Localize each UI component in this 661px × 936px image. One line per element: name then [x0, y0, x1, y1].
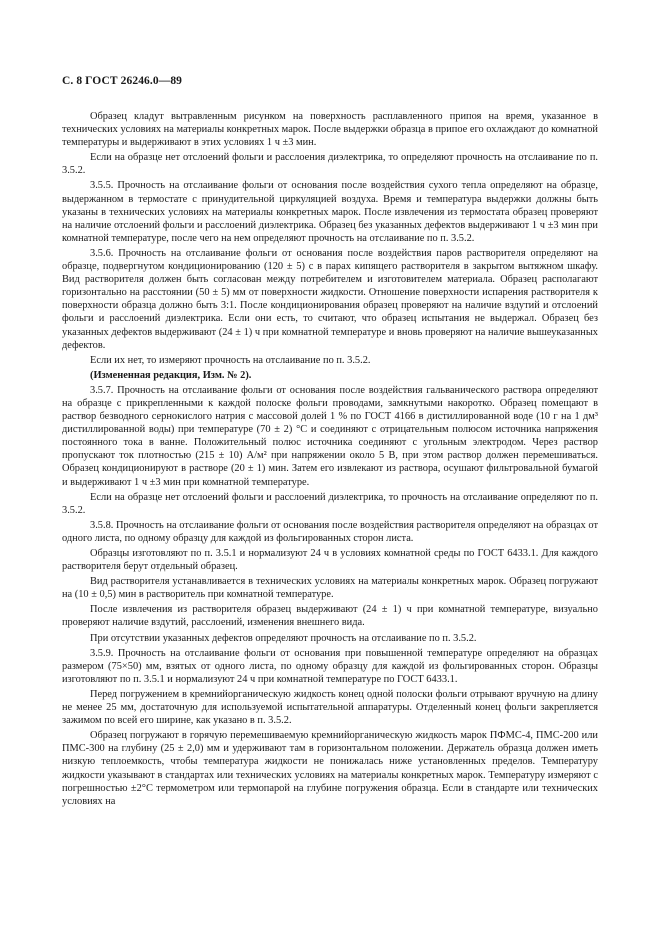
document-body [62, 110, 598, 808]
paragraph: При отсутствии указанных дефектов определяют прочность на отслаивание по п. 3.5.2. [90, 632, 477, 644]
paragraph: Перед погружением в кремнийорганическую жидкость конец одной полоски фольги отрывают вручную на длину не менее 25 мм, достаточную для используемой испытательной аппаратуры. Отделенный конец фольги закрепляется зажимом по всей его ширине, как указано в п. 3.5.2. [62, 688, 598, 727]
paragraph: 3.5.5. Прочность на отслаивание фольги от основания после воздействия сухого тепла определяют на образце, выдержанном в термостате с принудительной циркуляцией воздуха. Время и температура выдержки должны быть указаны в технических условиях на материалы конкретных марок. После извлечения из термостата образец проверяют на наличие отслоений фольги и расслоений диэлектрика. Образец без указанных дефектов выдерживают 1 ч ±3 мин при комнатной температуре, после чего на нем определяют прочность на отслаивание по п. 3.5.2. [62, 180, 598, 244]
paragraph: 3.5.7. Прочность на отслаивание фольги от основания после воздействия гальванического раствора определяют на образце с прикрепленными к каждой полоске фольги проводами, замкнутыми накоротко. Образец помещают в раствор безводного сернокислого натрия с массовой долей 1 % по ГОСТ 4166 в дистиллированной воде (10 г на 1 дм³ дистиллированной воды) при температуре (70 ± 2) °С и соединяют с отрицательным полюсом источника напряжения постоянного тока в ванне. Положительный полюс источника соединяют с угольным электродом. Через раствор пропускают ток плотностью (215 ± 10) А/м² при напряжении около 5 В, при этом раствор должен перемешиваться. Образец кондиционируют в растворе (20 ± 1) мин. Затем его извлекают из раствора, осушают фильтровальной бумагой и выдерживают 1 ч ±3 мин при комнатной температуре. [62, 384, 598, 488]
page-header: С. 8 ГОСТ 26246.0—89 [62, 75, 183, 87]
paragraph: 3.5.6. Прочность на отслаивание фольги от основания после воздействия паров растворителя определяют на образце, подвергнутом кондиционированию (120 ± 5) с в парах кипящего растворителя в закрытом вытяжном шкафу. Вид растворителя должен быть согласован между потребителем и изготовителем материала. Образец располагают горизонтально на расстоянии (50 ± 5) мм от поверхности жидкости. Отношение поверхности испарения растворителя к поверхности образца должно быть 3:1. После кондиционирования образец проверяют на наличие вздутий и отслоений фольги и расслоений диэлектрика. Если они есть, то считают, что образец испытания не выдержал. Образец без указанных дефектов выдерживают (24 ± 1) ч при комнатной температуре и вновь проверяют на наличие вышеуказанных дефектов. [62, 247, 598, 351]
paragraph: Если на образце нет отслоений фольги и расслоения диэлектрика, то определяют прочность на отслаивание по п. 3.5.2. [62, 152, 598, 177]
paragraph: 3.5.8. Прочность на отслаивание фольги от основания после воздействия растворителя определяют на образцах от одного листа, по одному образцу для каждой из фольгированных сторон листа. [62, 519, 598, 544]
paragraph: 3.5.9. Прочность на отслаивание фольги от основания при повышенной температуре определяют на образцах размером (75×50) мм, взятых от одного листа, по одному образцу для каждой из фольгированных сторон. Образцы изготовляют по п. 3.5.1 и нормализуют 24 ч при комнатной температуре по ГОСТ 6433.1. [62, 647, 598, 685]
amendment-note: (Измененная редакция, Изм. № 2). [90, 369, 252, 381]
paragraph: Вид растворителя устанавливается в технических условиях на материалы конкретных марок. Образец погружают на (10 ± 0,5) мин в растворитель при комнатной температуре. [62, 576, 598, 601]
paragraph: Образец кладут вытравленным рисунком на поверхность расплавленного припоя на время, указанное в технических условиях на материалы конкретных марок. После выдержки образца в припое его охлаждают до комнатной температуры и выдерживают в этих условиях 1 ч ±3 мин. [62, 111, 598, 149]
paragraph: Если их нет, то измеряют прочность на отслаивание по п. 3.5.2. [90, 354, 371, 366]
paragraph: Образцы изготовляют по п. 3.5.1 и нормализуют 24 ч в условиях комнатной среды по ГОСТ 6433.1. Для каждого растворителя берут отдельный образец. [62, 548, 598, 573]
paragraph: Образец погружают в горячую перемешиваемую кремнийорганическую жидкость марок ПФМС-4, ПМС-200 или ПМС-300 на глубину (25 ± 2,0) мм и удерживают там в горизонтальном положении. Держатель образца должен иметь низкую теплоемкость, чтобы температура жидкости не понижалась ниже установленных пределов. Температуру жидкости указывают в стандартах или технических условиях на материалы конкретных марок. Температуру измеряют с погрешностью ±2°С термометром или термопарой на глубине погружения образца. Если в стандарте или технических условиях на [62, 730, 598, 807]
paragraph: Если на образце нет отслоений фольги и расслоений диэлектрика, то прочность на отслаивание определяют по п. 3.5.2. [62, 491, 598, 516]
paragraph: После извлечения из растворителя образец выдерживают (24 ± 1) ч при комнатной температуре, визуально проверяют наличие вздутий, расслоений, изменения внешнего вида. [62, 604, 598, 629]
